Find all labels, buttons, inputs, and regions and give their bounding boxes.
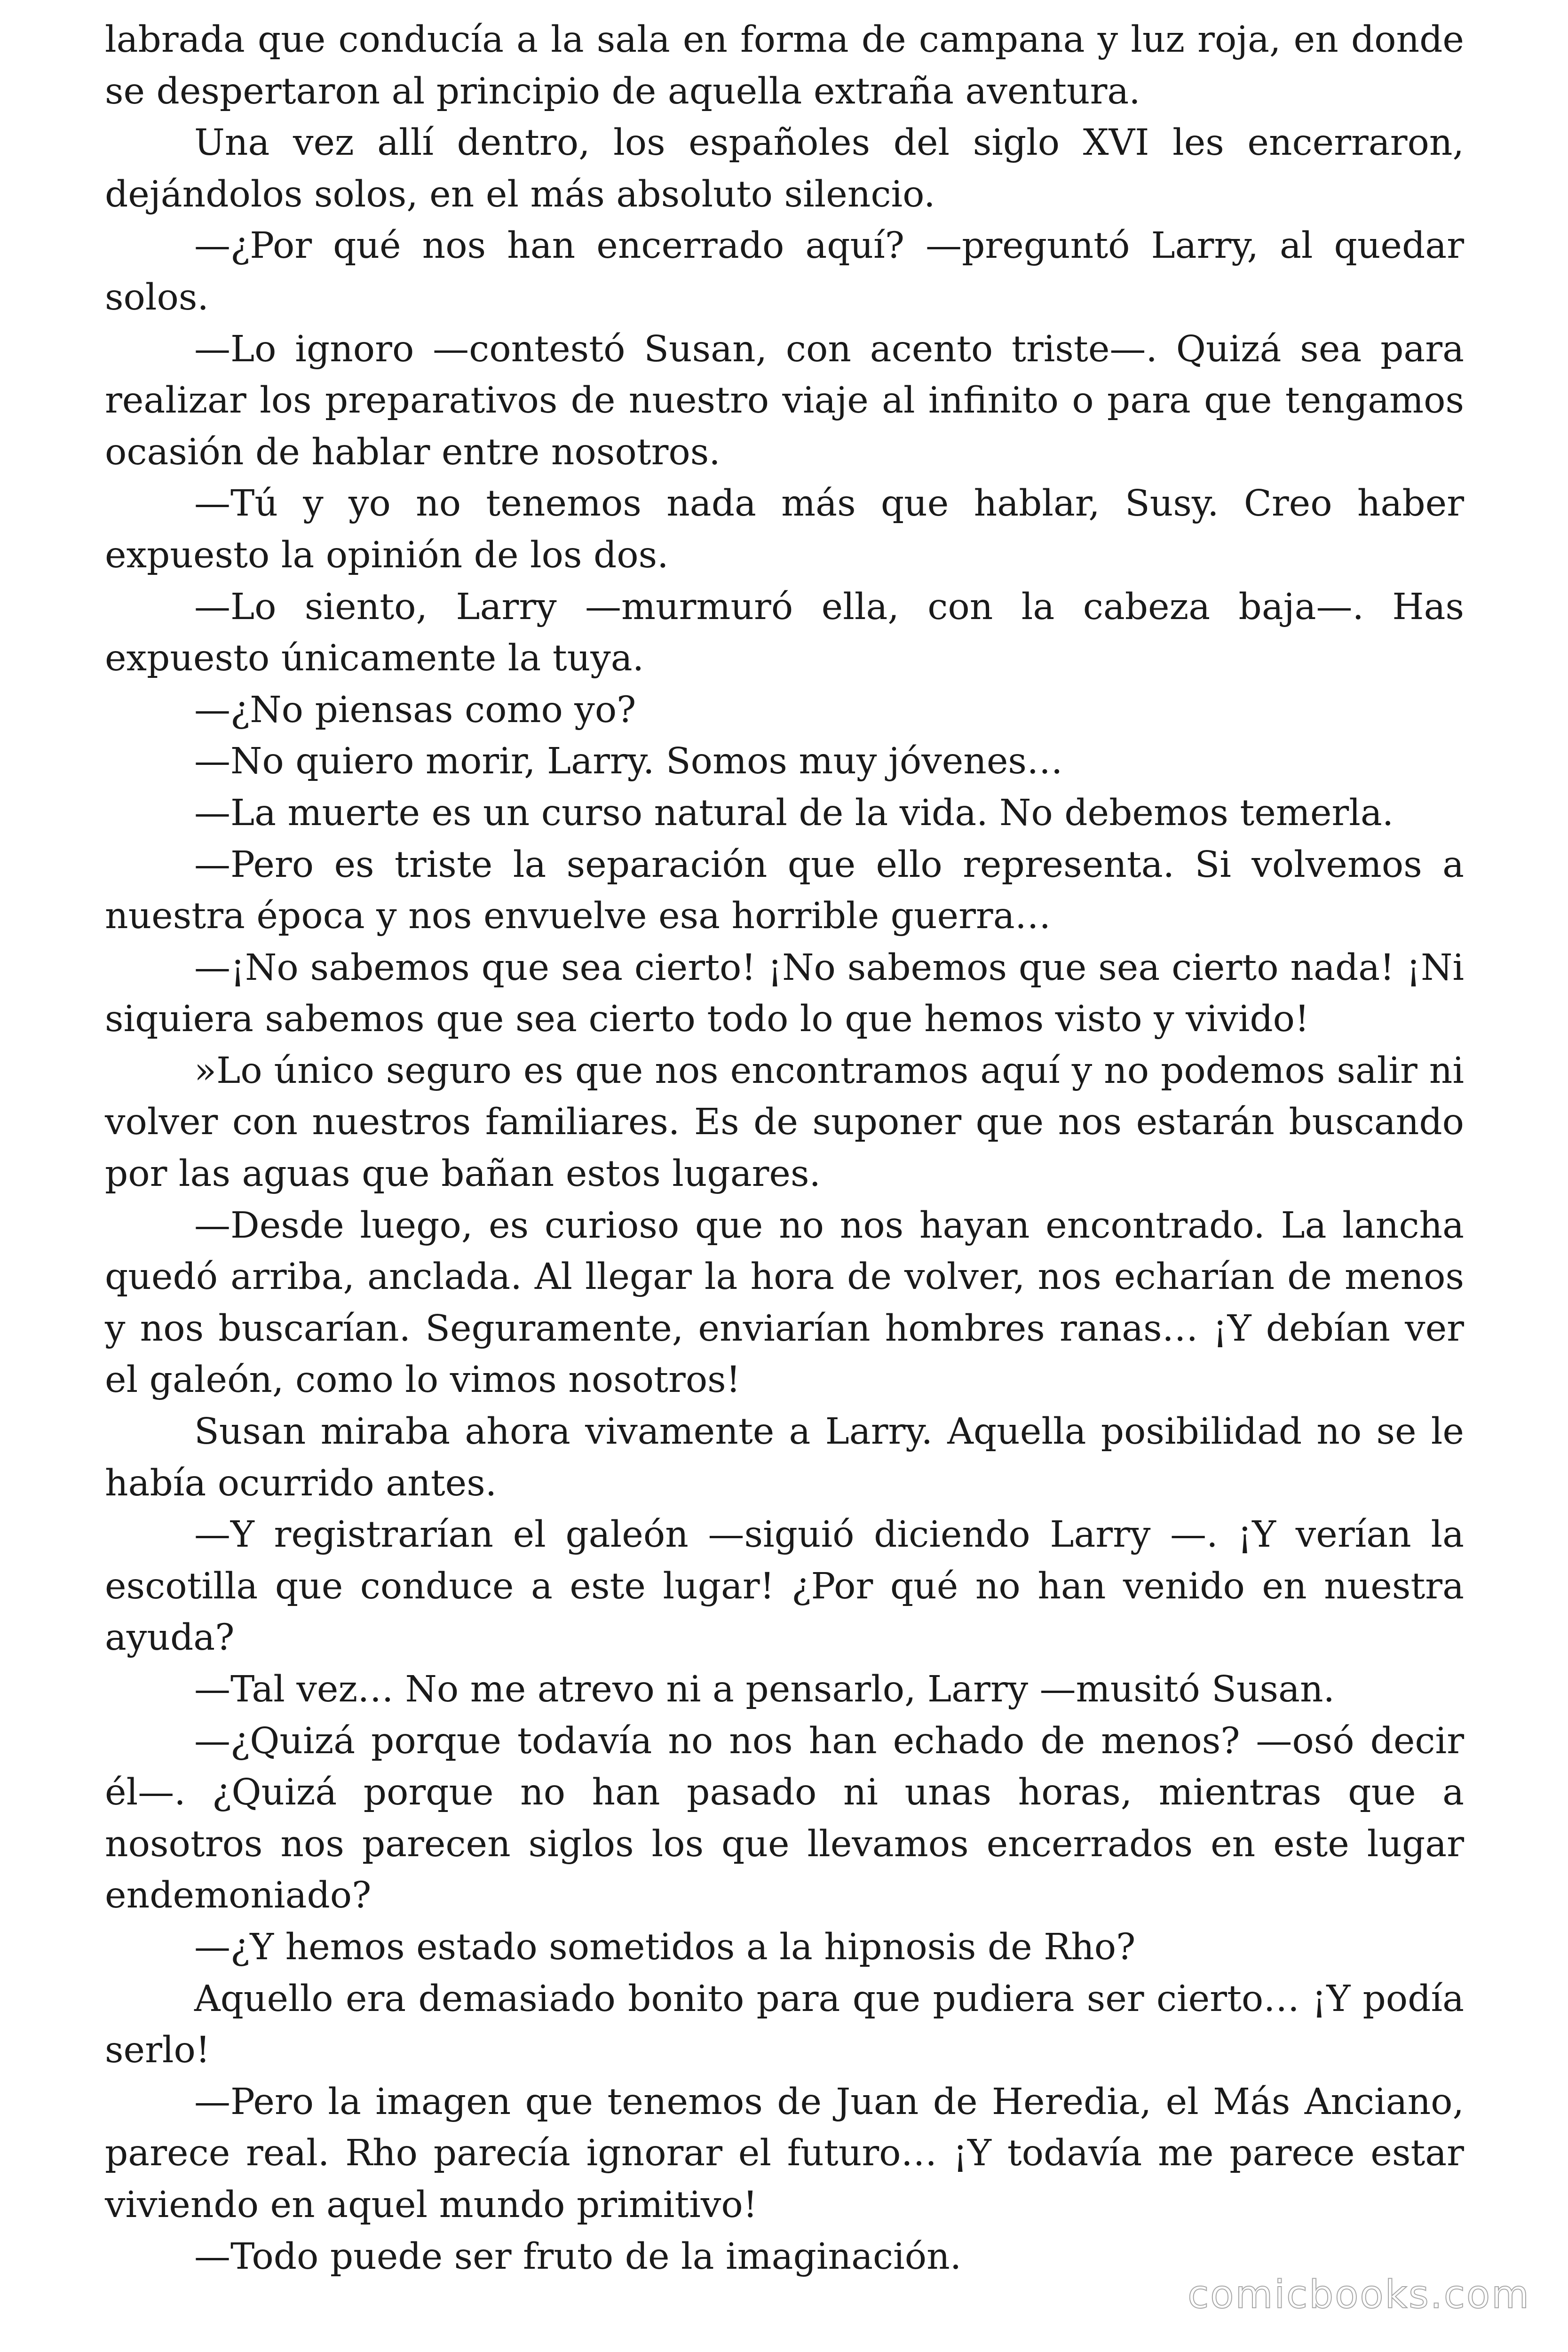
watermark-text: comicbooks.com <box>1188 2273 1530 2317</box>
paragraph: »Lo único seguro es que nos encontramos aquí y no podemos salir ni volver con nuestros familiares. Es de suponer que nos estarán buscando por las aguas que bañan estos lugares. <box>105 1049 1464 1195</box>
paragraph: —La muerte es un curso natural de la vida. No debemos temerla. <box>194 792 1394 834</box>
paragraph: —¿Y hemos estado sometidos a la hipnosis de Rho? <box>194 1926 1136 1968</box>
paragraph: —Tal vez… No me atrevo ni a pensarlo, Larry —musitó Susan. <box>194 1669 1335 1710</box>
paragraph: —¿Por qué nos han encerrado aquí? —preguntó Larry, al quedar solos. <box>105 225 1464 318</box>
paragraph: Aquello era demasiado bonito para que pudiera ser cierto… ¡Y podía serlo! <box>105 1978 1464 2072</box>
paragraph: —No quiero morir, Larry. Somos muy jóvenes… <box>194 740 1063 783</box>
paragraph: —Tú y yo no tenemos nada más que hablar, Susy. Creo haber expuesto la opinión de los dos. <box>105 483 1464 576</box>
paragraph: —¡No sabemos que sea cierto! ¡No sabemos que sea cierto nada! ¡Ni siquiera sabemos que sea cierto todo lo que hemos visto y vivido! <box>105 946 1464 1041</box>
paragraph: —Y registrarían el galeón —siguió diciendo Larry —. ¡Y verían la escotilla que conduce a este lugar! ¿Por qué no han venido en nuestra ayuda? <box>105 1514 1464 1659</box>
paragraph: —Pero la imagen que tenemos de Juan de Heredia, el Más Anciano, parece real. Rho parecía ignorar el futuro… ¡Y todavía me parece estar viviendo en aquel mundo primitivo! <box>105 2081 1464 2226</box>
body-text <box>105 14 1464 2282</box>
paragraph: —Todo puede ser fruto de la imaginación. <box>194 2235 962 2278</box>
paragraph: Susan miraba ahora vivamente a Larry. Aquella posibilidad no se le había ocurrido antes. <box>105 1411 1464 1504</box>
paragraph: —Lo ignoro —contestó Susan, con acento triste—. Quizá sea para realizar los preparativos de nuestro viaje al infinito o para que tengamos ocasión de hablar entre nosotros. <box>105 328 1464 473</box>
paragraph: —Desde luego, es curioso que no nos hayan encontrado. La lancha quedó arriba, anclada. Al llegar la hora de volver, nos echarían de menos y nos buscarían. Seguramente, enviarían hombres ranas… ¡Y debían ver el galeón, como lo vimos nosotros! <box>105 1204 1464 1401</box>
paragraph: —Pero es triste la separación que ello representa. Si volvemos a nuestra época y nos envuelve esa horrible guerra… <box>105 843 1464 938</box>
paragraph: —¿Quizá porque todavía no nos han echado de menos? —osó decir él—. ¿Quizá porque no han pasado ni unas horas, mientras que a nosotros nos parecen siglos los que llevamos encerrados en este lugar endemoniado? <box>105 1720 1464 1917</box>
paragraph: —Lo siento, Larry —murmuró ella, con la cabeza baja—. Has expuesto únicamente la tuya. <box>105 586 1464 680</box>
paragraph: Una vez allí dentro, los españoles del siglo XVI les encerraron, dejándolos solos, en el más absoluto silencio. <box>105 122 1464 215</box>
paragraph: —¿No piensas como yo? <box>194 689 636 731</box>
paragraph-continuation: labrada que conducía a la sala en forma de campana y luz roja, en donde se despertaron al principio de aquella extraña aventura. <box>105 19 1464 112</box>
